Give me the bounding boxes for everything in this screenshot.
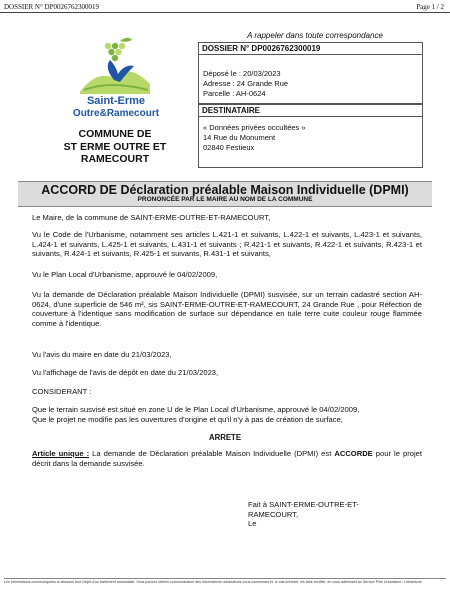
recipient-details bbox=[199, 117, 422, 155]
posting-paragraph: Vu l'affichage de l'avis de dépôt en date du 21/03/2023, bbox=[32, 368, 219, 377]
grape-icon bbox=[105, 38, 132, 61]
footer-notice: Les informations communiquées ci-dessous font l'objet d'un traitement automatisé. Vous pouvez obtenir communication des informations nominatives vous concernant et, le cas échéant, les faire rectifier, en vous adressant au Service Pôle Urbanisme / Urbanisme. bbox=[4, 580, 423, 584]
grape-berry bbox=[112, 55, 118, 61]
correspondence-reminder: A rappeler dans toute correspondance bbox=[247, 31, 383, 40]
dossier-parcel: Parcelle : AH-0624 bbox=[203, 89, 266, 98]
header-divider bbox=[0, 12, 450, 13]
commune-line-3: RAMECOURT bbox=[80, 153, 150, 165]
deposit-date: Déposé le : 20/03/2023 bbox=[203, 69, 281, 78]
logo-text-line2: Outre&Ramecourt bbox=[72, 108, 160, 119]
footer-divider bbox=[4, 578, 446, 579]
logo-text-line1: Saint-Erme bbox=[86, 95, 146, 107]
article-text-2: pour le projet décrit dans la demande susvisée. bbox=[32, 449, 422, 468]
grape-berry bbox=[105, 43, 111, 49]
commune-name bbox=[30, 128, 200, 166]
article-decision: ACCORDE bbox=[334, 449, 373, 458]
grape-berry bbox=[108, 49, 114, 55]
request-paragraph: Vu la demande de Déclaration préalable Maison Individuelle (DPMI) susvisée, sur un terrain cadastré section AH-0624, d'une superficie de 546 m², sis SAINT-ERME-OUTRE-ET-RAMECOURT, 24 Grande Rue , pour Réfection de couverture à l'identique sans modification de surface sur dépendance en tuile terre cuite couleur rouge flammée comme à l'identique. bbox=[32, 290, 422, 328]
commune-line-1: COMMUNE DE bbox=[78, 128, 152, 140]
mayor-intro: Le Maire, de la commune de SAINT-ERME-OUTRE-ET-RAMECOURT, bbox=[32, 213, 271, 222]
plu-paragraph: Vu le Plan Local d'Urbanisme, approuvé le 04/02/2009, bbox=[32, 270, 218, 279]
dossier-box bbox=[198, 42, 423, 104]
recipient-street: 14 Rue du Monument bbox=[203, 133, 276, 142]
grape-berry bbox=[112, 43, 118, 49]
signature-line-2: RAMECOURT, bbox=[248, 509, 299, 519]
signature-block bbox=[248, 500, 398, 529]
arrete-heading: ARRETE bbox=[208, 433, 242, 442]
document-title: ACCORD DE Déclaration préalable Maison Individuelle (DPMI) bbox=[41, 183, 409, 197]
grape-berry bbox=[115, 49, 121, 55]
dossier-address: Adresse : 24 Grande Rue bbox=[203, 79, 289, 88]
signature-line-3: Le bbox=[248, 519, 257, 529]
commune-logo bbox=[70, 32, 162, 124]
commune-line-2: ST ERME OUTRE ET bbox=[63, 140, 167, 153]
code-urbanisme-paragraph: Vu le Code de l'Urbanisme, notamment ses articles L.421-1 et suivants, L.422-1 et suivants, L.423-1 et suivants, L.424-1 et suivants, L.425-1 et suivants, L.431-1 et suivants ; R.421-1 et suivants, R.422-1 et suivants, R.423-1 et suivants, R.424-1 et suivants, R.425-1 et suivants, R.431-1 et suivants, bbox=[32, 230, 422, 259]
considerant-openings: Que le projet ne modifie pas les ouvertures d'origine et qu'il n'y à pas de création de surface, bbox=[32, 415, 343, 424]
considerant-heading: CONSIDERANT : bbox=[32, 387, 92, 396]
grape-leaf bbox=[120, 38, 132, 42]
header-dossier-number: DOSSIER N° DP0026762300019 bbox=[4, 3, 99, 11]
recipient-box-title: DESTINATAIRE bbox=[199, 105, 422, 117]
article-unique bbox=[32, 449, 422, 468]
article-label: Article unique : bbox=[32, 449, 90, 458]
header-page-number: Page 1 / 2 bbox=[416, 3, 444, 11]
recipient-name: « Données privées occultées » bbox=[203, 123, 306, 132]
dossier-box-title: DOSSIER N° DP0026762300019 bbox=[199, 43, 422, 55]
recipient-box bbox=[198, 104, 423, 168]
recipient-city: 02840 Festieux bbox=[203, 143, 255, 152]
grape-berry bbox=[119, 43, 125, 49]
signature-line-1: Fait à SAINT-ERME-OUTRE-ET- bbox=[248, 500, 359, 509]
considerant-zone: Que le terrain susvisé est situé en zone U de le Plan Local d'Urbanisme, approuvé le 04/02/2009, bbox=[32, 405, 360, 414]
document-subtitle: PRONONCÉE PAR LE MAIRE AU NOM DE LA COMMUNE bbox=[137, 196, 313, 203]
mayor-opinion-paragraph: Vu l'avis du maire en date du 21/03/2023, bbox=[32, 350, 172, 359]
dossier-box-details bbox=[199, 55, 422, 101]
article-text-1: La demande de Déclaration préalable Maison Individuelle (DPMI) est bbox=[89, 449, 335, 458]
